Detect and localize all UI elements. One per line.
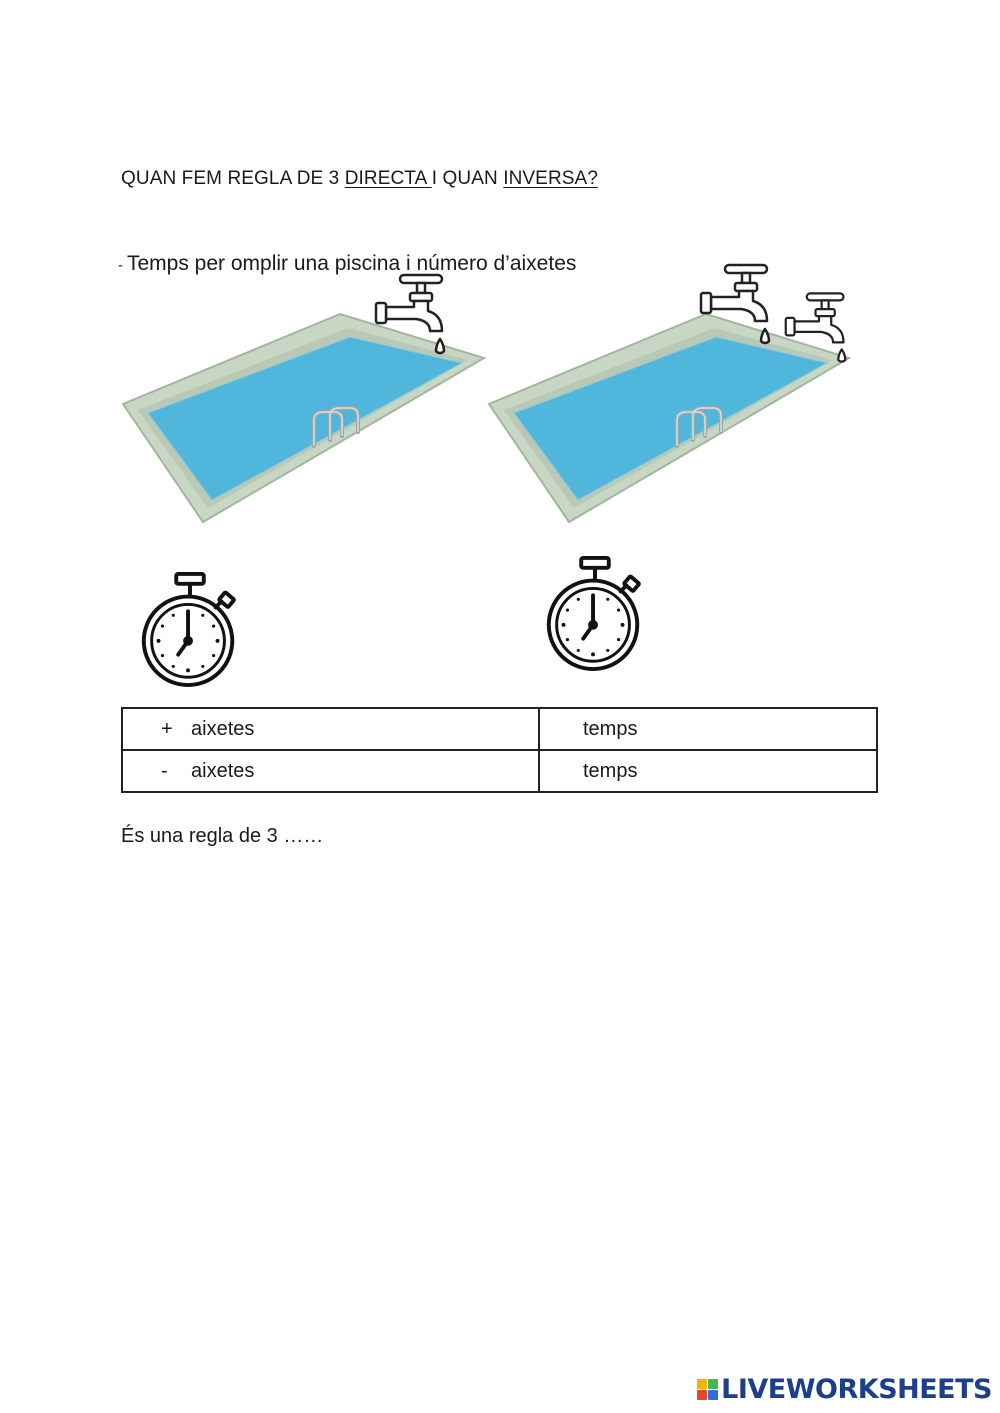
worksheet-title [121, 168, 598, 190]
table-row [122, 750, 877, 792]
stopwatch-icon [140, 572, 240, 690]
pool-water [148, 337, 462, 500]
liveworksheets-logo [697, 1374, 992, 1405]
time-label: temps [583, 717, 638, 740]
comparison-table [121, 707, 878, 793]
title-part-2: I QUAN [431, 168, 498, 189]
table-cell-taps [122, 708, 539, 750]
problem-bullet: - [118, 257, 123, 274]
logo-blocks-icon [697, 1379, 718, 1400]
pool-one-tap-illustration [118, 270, 488, 530]
time-answer-cell[interactable] [539, 750, 877, 792]
title-inversa: INVERSA? [503, 168, 598, 189]
logo-text: LIVEWORKSHEETS [721, 1374, 992, 1405]
more-sign: + [161, 717, 173, 740]
time-label: temps [583, 759, 638, 782]
stopwatch-icon [545, 556, 645, 674]
title-part-1: QUAN FEM REGLA DE 3 [121, 168, 340, 189]
taps-label: aixetes [191, 759, 255, 782]
less-sign: - [161, 759, 168, 782]
pool-water [514, 337, 827, 500]
time-answer-cell[interactable] [539, 708, 877, 750]
table-cell-taps [122, 750, 539, 792]
answer-prompt[interactable]: És una regla de 3 …… [121, 825, 324, 847]
taps-label: aixetes [191, 717, 255, 740]
title-directa: DIRECTA [344, 168, 432, 189]
pool-two-taps-illustration [485, 260, 855, 530]
table-row [122, 708, 877, 750]
problem-text: Temps per omplir una piscina i número d’aixetes [127, 252, 577, 275]
